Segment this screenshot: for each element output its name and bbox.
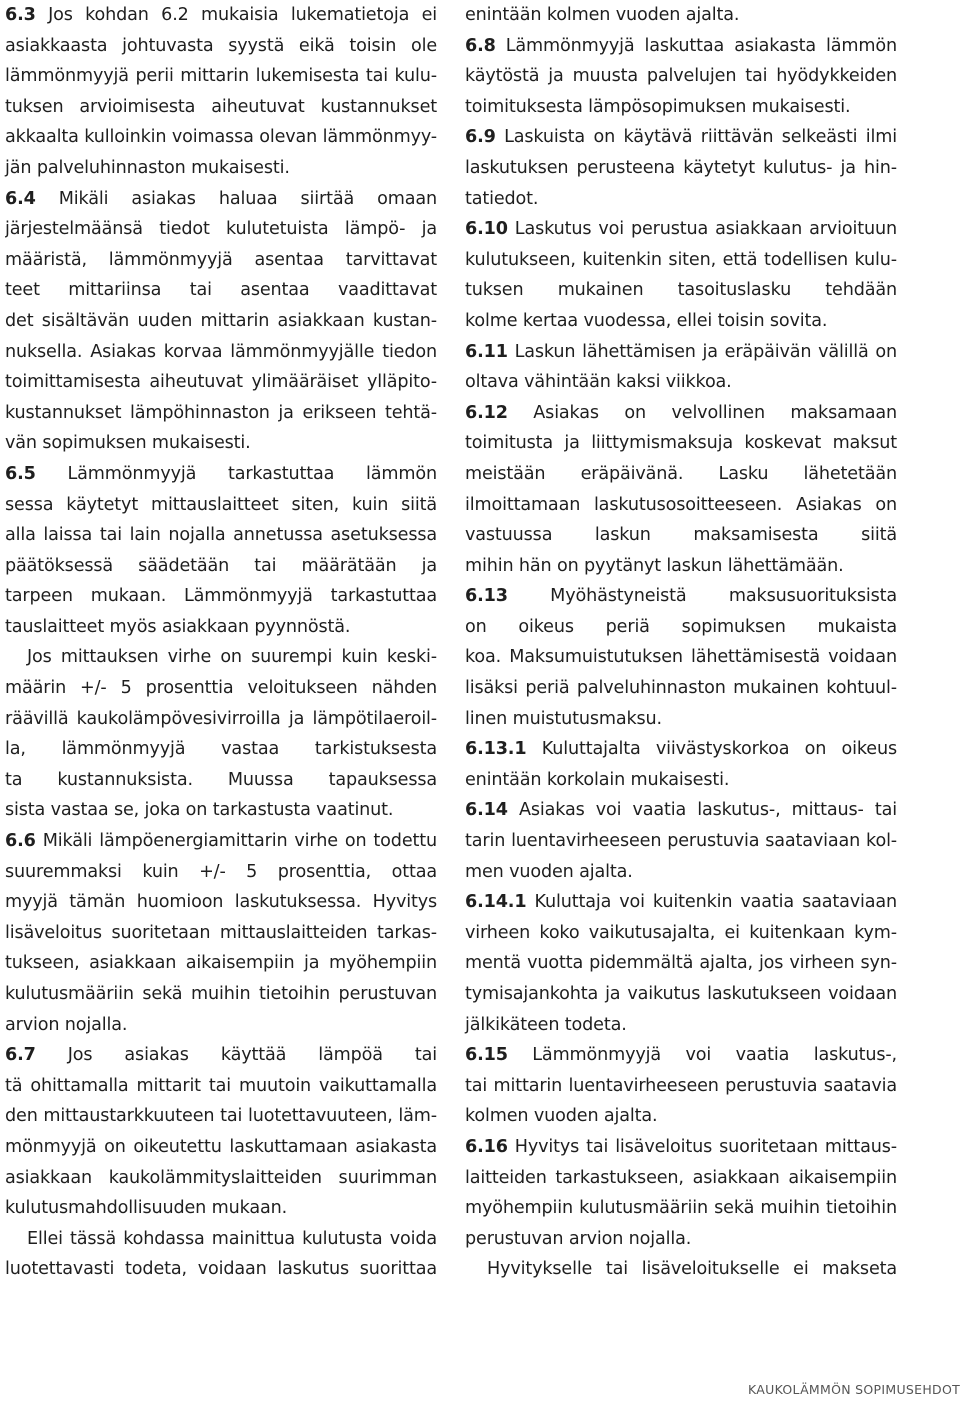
line-text: Jos asiakas käyttää lämpöä tai bbox=[67, 1045, 437, 1066]
text-line bbox=[465, 795, 897, 826]
text-line bbox=[465, 428, 897, 459]
text-line bbox=[465, 275, 897, 306]
text-line bbox=[5, 275, 437, 306]
text-line bbox=[5, 1040, 437, 1071]
text-line bbox=[5, 887, 437, 918]
text-line bbox=[465, 337, 897, 368]
text-line bbox=[465, 673, 897, 704]
text-line bbox=[5, 153, 437, 184]
line-text: Lämmönmyyjä laskuttaa asiakasta lämmön bbox=[495, 35, 897, 56]
text-line bbox=[5, 1071, 437, 1102]
line-text: Jos mittauksen virhe on suurempi kuin keski- bbox=[27, 647, 437, 668]
line-text: tauslaitteet myös asiakkaan pyynnöstä. bbox=[5, 616, 351, 637]
line-text: tä ohittamalla mittarit tai muutoin vaikuttamalla bbox=[5, 1075, 437, 1096]
section-number: 6.15 bbox=[465, 1045, 508, 1066]
section-number: 6.14.1 bbox=[465, 892, 527, 913]
text-line bbox=[5, 490, 437, 521]
text-line bbox=[5, 642, 437, 673]
text-line bbox=[5, 367, 437, 398]
text-line bbox=[5, 1163, 437, 1194]
line-text: lämmönmyyjä perii mittarin lukemisesta tai kulu- bbox=[5, 66, 437, 87]
line-text: Hyvitykselle tai lisäveloitukselle ei makseta bbox=[487, 1259, 897, 1280]
line-text: virheen koko vaikutusajalta, ei kuitenkaan kym- bbox=[465, 922, 897, 943]
text-line bbox=[5, 673, 437, 704]
text-line bbox=[465, 61, 897, 92]
text-line bbox=[465, 122, 897, 153]
text-line bbox=[465, 0, 897, 31]
section-number: 6.7 bbox=[5, 1045, 36, 1066]
text-line bbox=[5, 765, 437, 796]
page-footer bbox=[748, 1382, 960, 1397]
text-line bbox=[465, 1132, 897, 1163]
line-text: toimituksesta lämpösopimuksen mukaisesti. bbox=[465, 96, 851, 117]
line-text: tymisajankohta ja vaikutus laskutukseen voidaan bbox=[465, 984, 897, 1004]
line-text: luotettavasti todeta, voidaan laskutus suorittaa bbox=[5, 1259, 437, 1280]
line-text: Laskuista on käytävä riittävän selkeästi ilmi bbox=[495, 127, 897, 148]
text-line bbox=[5, 245, 437, 276]
line-text: Kuluttaja voi kuitenkin vaatia saataviaan bbox=[526, 892, 897, 913]
line-text: alla laissa tai lain nojalla annetussa asetuksessa bbox=[5, 525, 437, 546]
line-text: lisäksi periä palveluhinnaston mukainen kohtuul- bbox=[465, 678, 897, 699]
line-text: sessa käytetyt mittauslaitteet siten, kuin siitä bbox=[5, 494, 437, 515]
line-text: koa. Maksumuistutuksen lähettämisestä voidaan bbox=[465, 647, 897, 668]
section-number: 6.4 bbox=[5, 188, 36, 209]
line-text: myöhempiin kulutusmääriin sekä muihin tietoihin bbox=[465, 1198, 897, 1219]
line-text: räävillä kaukolämpövesivirroilla ja lämpötilaeroil- bbox=[5, 708, 437, 729]
line-text: ilmoittamaan laskutusosoitteeseen. Asiakas on bbox=[465, 494, 897, 515]
line-text: nuksella. Asiakas korvaa lämmönmyyjälle tiedon bbox=[5, 341, 437, 362]
text-line bbox=[465, 520, 897, 551]
text-line bbox=[465, 1040, 897, 1071]
line-text: suuremmaksi kuin +/- 5 prosenttia, ottaa bbox=[5, 861, 437, 882]
line-text: myyjä tämän huomioon laskutuksessa. Hyvitys bbox=[5, 892, 437, 913]
line-text: kustannukset lämpöhinnaston ja erikseen tehtä- bbox=[5, 402, 437, 423]
text-line bbox=[5, 306, 437, 337]
text-line bbox=[465, 214, 897, 245]
line-text: men vuoden ajalta. bbox=[465, 861, 633, 882]
line-text: enintään kolmen vuoden ajalta. bbox=[465, 5, 740, 25]
line-text: Jos kohdan 6.2 mukaisia lukematietoja ei bbox=[48, 5, 437, 25]
text-line bbox=[5, 857, 437, 888]
text-line bbox=[5, 826, 437, 857]
text-line bbox=[465, 367, 897, 398]
line-text: Lämmönmyyjä voi vaatia laskutus-, bbox=[532, 1045, 897, 1066]
right-text-column bbox=[465, 0, 897, 1285]
text-line bbox=[465, 184, 897, 215]
line-text: tarin luentavirheeseen perustuvia saataviaan kol- bbox=[465, 831, 897, 852]
text-line bbox=[465, 459, 897, 490]
line-text: akkaalta kulloinkin voimassa olevan lämmönmyy- bbox=[5, 127, 437, 148]
section-number: 6.11 bbox=[465, 341, 508, 362]
section-number: 6.10 bbox=[465, 219, 508, 240]
text-line bbox=[465, 887, 897, 918]
section-number: 6.8 bbox=[465, 35, 496, 56]
line-text: Ellei tässä kohdassa mainittua kulutusta voida bbox=[27, 1228, 437, 1249]
line-text: teet mittariinsa tai asentaa vaadittavat bbox=[5, 280, 437, 301]
text-line bbox=[465, 704, 897, 735]
text-line bbox=[5, 1254, 437, 1285]
text-line bbox=[465, 642, 897, 673]
text-line bbox=[465, 490, 897, 521]
line-text: vastuussa laskun maksamisesta siitä bbox=[465, 525, 897, 546]
line-text: määristä, lämmönmyyjä asentaa tarvittavat bbox=[5, 249, 437, 270]
section-number: 6.6 bbox=[5, 831, 36, 852]
line-text: Kuluttajalta viivästyskorkoa on oikeus bbox=[541, 739, 897, 760]
footer-title: KAUKOLÄMMÖN SOPIMUSEHDOT bbox=[748, 1382, 960, 1397]
text-line bbox=[465, 245, 897, 276]
section-number: 6.16 bbox=[465, 1136, 508, 1157]
line-text: Myöhästyneistä maksusuorituksista bbox=[550, 586, 897, 607]
text-line bbox=[465, 826, 897, 857]
line-text: la, lämmönmyyjä vastaa tarkistuksesta bbox=[5, 739, 437, 760]
text-line bbox=[465, 1254, 897, 1285]
line-text: mönmyyjä on oikeutettu laskuttamaan asiakasta bbox=[5, 1136, 437, 1157]
line-text: asiakkaan kaukolämmityslaitteiden suurimman bbox=[5, 1167, 437, 1188]
text-line bbox=[465, 979, 897, 1010]
line-text: den mittaustarkkuuteen tai luotettavuuteen, läm- bbox=[5, 1106, 437, 1127]
line-text: Asiakas voi vaatia laskutus-, mittaus- tai bbox=[518, 800, 897, 821]
line-text: tai mittarin luentavirheeseen perustuvia saatavia bbox=[465, 1075, 897, 1096]
line-text: Laskun lähettämisen ja eräpäivän välillä on bbox=[507, 341, 897, 362]
line-text: vän sopimuksen mukaisesti. bbox=[5, 433, 251, 454]
line-text: det sisältävän uuden mittarin asiakkaan kustan- bbox=[5, 310, 437, 331]
text-line bbox=[5, 459, 437, 490]
text-line bbox=[465, 581, 897, 612]
line-text: Asiakas on velvollinen maksamaan bbox=[533, 402, 897, 423]
text-line bbox=[465, 948, 897, 979]
text-line bbox=[5, 1224, 437, 1255]
text-line bbox=[465, 734, 897, 765]
line-text: mentä vuotta pidemmältä ajalta, jos virheen syn- bbox=[465, 953, 897, 974]
line-text: asiakkaasta johtuvasta syystä eikä toisin ole bbox=[5, 35, 437, 56]
section-number: 6.13 bbox=[465, 586, 508, 607]
text-line bbox=[465, 306, 897, 337]
section-number: 6.13.1 bbox=[465, 739, 527, 760]
text-line bbox=[5, 337, 437, 368]
line-text: mihin hän on pyytänyt laskun lähettämään. bbox=[465, 555, 844, 576]
text-line bbox=[465, 551, 897, 582]
text-line bbox=[465, 1010, 897, 1041]
line-text: kulutusmahdollisuuden mukaan. bbox=[5, 1198, 288, 1219]
section-number: 6.12 bbox=[465, 402, 508, 423]
line-text: Lämmönmyyjä tarkastuttaa lämmön bbox=[67, 463, 437, 484]
text-line bbox=[5, 795, 437, 826]
line-text: Mikäli lämpöenergiamittarin virhe on todettu bbox=[35, 831, 437, 852]
line-text: tukseen, asiakkaan aikaisempiin ja myöhempiin bbox=[5, 953, 437, 974]
line-text: jälkikäteen todeta. bbox=[465, 1014, 627, 1035]
text-line bbox=[465, 31, 897, 62]
line-text: tuksen mukainen tasoituslasku tehdään bbox=[465, 280, 897, 301]
text-line bbox=[5, 612, 437, 643]
text-line bbox=[465, 1163, 897, 1194]
line-text: perustuvan arvion nojalla. bbox=[465, 1228, 692, 1249]
line-text: meistään eräpäivänä. Lasku lähetetään bbox=[465, 463, 897, 484]
text-line bbox=[5, 1010, 437, 1041]
text-line bbox=[465, 153, 897, 184]
line-text: kulutukseen, kuitenkin siten, että todellisen kulu- bbox=[465, 249, 897, 270]
text-line bbox=[5, 428, 437, 459]
text-line bbox=[465, 857, 897, 888]
section-number: 6.14 bbox=[465, 800, 508, 821]
left-text-column bbox=[5, 0, 437, 1285]
line-text: arvion nojalla. bbox=[5, 1014, 128, 1035]
line-text: on oikeus periä sopimuksen mukaista bbox=[465, 616, 897, 637]
line-text: tarpeen mukaan. Lämmönmyyjä tarkastuttaa bbox=[5, 586, 437, 607]
line-text: enintään korkolain mukaisesti. bbox=[465, 769, 730, 790]
text-line bbox=[5, 1132, 437, 1163]
line-text: tatiedot. bbox=[465, 188, 539, 209]
line-text: oltava vähintään kaksi viikkoa. bbox=[465, 372, 732, 393]
text-line bbox=[5, 398, 437, 429]
text-line bbox=[5, 122, 437, 153]
text-line bbox=[465, 1101, 897, 1132]
text-line bbox=[5, 92, 437, 123]
line-text: järjestelmäänsä tiedot kulutetuista lämpö- ja bbox=[5, 219, 437, 240]
text-line bbox=[5, 551, 437, 582]
text-line bbox=[465, 92, 897, 123]
line-text: sista vastaa se, joka on tarkastusta vaatinut. bbox=[5, 800, 394, 821]
line-text: toimittamisesta aiheutuvat ylimääräiset ylläpito- bbox=[5, 372, 437, 393]
line-text: lisäveloitus suoritetaan mittauslaitteiden tarkas- bbox=[5, 922, 437, 943]
line-text: päätöksessä säädetään tai määrätään ja bbox=[5, 555, 437, 576]
text-line bbox=[5, 581, 437, 612]
text-line bbox=[5, 1101, 437, 1132]
text-line bbox=[465, 1224, 897, 1255]
text-line bbox=[5, 520, 437, 551]
text-line bbox=[5, 61, 437, 92]
text-line bbox=[5, 734, 437, 765]
line-text: laskutuksen perusteena käytetyt kulutus- ja hin- bbox=[465, 157, 897, 178]
text-line bbox=[5, 1193, 437, 1224]
section-number: 6.3 bbox=[5, 5, 36, 25]
line-text: määrin +/- 5 prosenttia veloitukseen nähden bbox=[5, 678, 437, 699]
text-line bbox=[5, 31, 437, 62]
line-text: käytöstä ja muusta palvelujen tai hyödykkeiden bbox=[465, 66, 897, 87]
text-line bbox=[5, 0, 437, 31]
section-number: 6.9 bbox=[465, 127, 496, 148]
text-line bbox=[465, 918, 897, 949]
text-line bbox=[465, 1071, 897, 1102]
text-line bbox=[5, 704, 437, 735]
line-text: ta kustannuksista. Muussa tapauksessa bbox=[5, 769, 437, 790]
line-text: laitteiden tarkastukseen, asiakkaan aikaisempiin bbox=[465, 1167, 897, 1188]
text-line bbox=[465, 612, 897, 643]
line-text: tuksen arvioimisesta aiheutuvat kustannukset bbox=[5, 96, 437, 117]
text-line bbox=[5, 184, 437, 215]
line-text: jän palveluhinnaston mukaisesti. bbox=[5, 157, 290, 178]
text-line bbox=[465, 765, 897, 796]
line-text: Mikäli asiakas haluaa siirtää omaan bbox=[58, 188, 437, 209]
line-text: kolme kertaa vuodessa, ellei toisin sovita. bbox=[465, 310, 828, 331]
text-line bbox=[5, 918, 437, 949]
text-line bbox=[5, 948, 437, 979]
line-text: kolmen vuoden ajalta. bbox=[465, 1106, 658, 1127]
line-text: kulutusmääriin sekä muihin tietoihin perustuvan bbox=[5, 984, 437, 1004]
line-text: linen muistutusmaksu. bbox=[465, 708, 662, 729]
line-text: Laskutus voi perustua asiakkaan arvioituun bbox=[507, 219, 897, 240]
section-number: 6.5 bbox=[5, 463, 36, 484]
line-text: Hyvitys tai lisäveloitus suoritetaan mittaus- bbox=[507, 1136, 897, 1157]
text-line bbox=[465, 1193, 897, 1224]
text-line bbox=[5, 214, 437, 245]
text-line bbox=[5, 979, 437, 1010]
text-line bbox=[465, 398, 897, 429]
line-text: toimitusta ja liittymismaksuja koskevat maksut bbox=[465, 433, 897, 454]
